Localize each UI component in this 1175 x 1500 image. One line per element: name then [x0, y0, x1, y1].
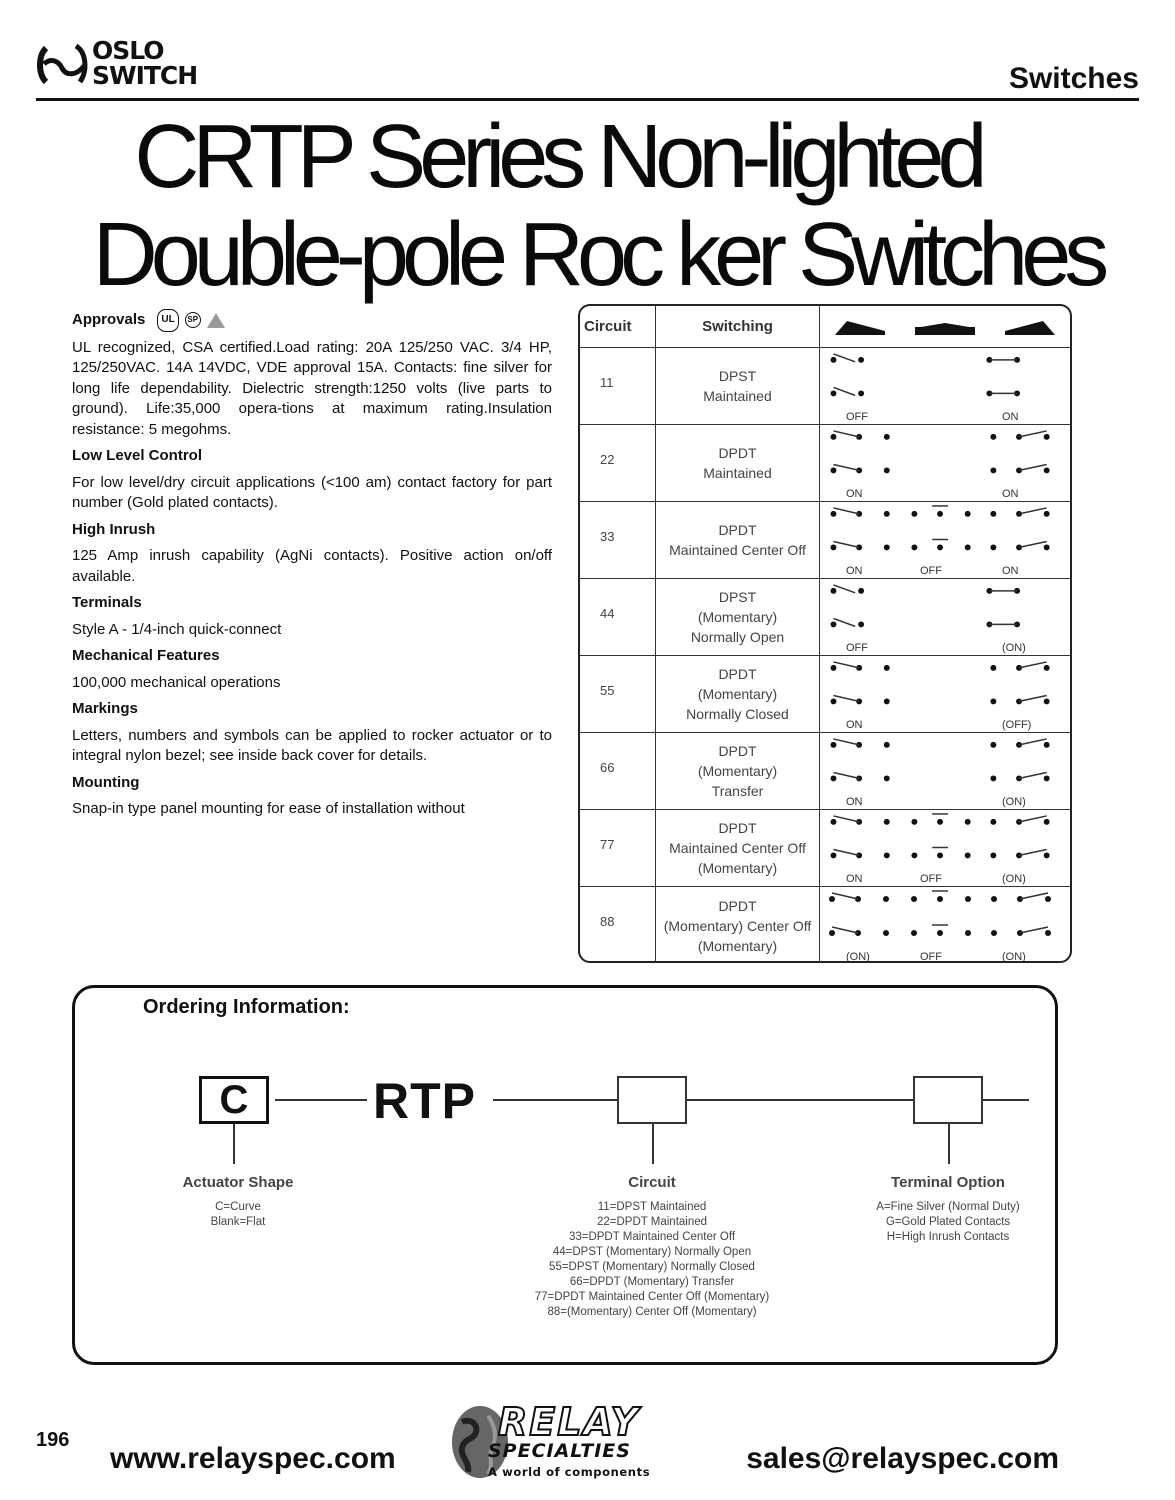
mechanical-text: 100,000 mechanical operations: [72, 673, 281, 691]
switch-state-label: OFF: [920, 873, 942, 885]
contact-terminal: [883, 896, 889, 902]
contact-terminal: [831, 390, 837, 396]
contact-blade: [1019, 849, 1047, 855]
contact-terminal: [990, 742, 996, 748]
actuator-option: C=Curve: [215, 1201, 261, 1213]
contact-terminal: [990, 665, 996, 671]
circuit-options: [502, 1200, 802, 1320]
switch-state-label: ON: [1002, 565, 1019, 577]
contact-terminal: [831, 357, 837, 363]
switch-state-label: (ON): [1002, 873, 1026, 885]
circuit-leader: [652, 1124, 654, 1164]
contact-blade: [833, 464, 859, 470]
switch-state-label: OFF: [846, 642, 868, 654]
switching-description: [656, 579, 820, 656]
circuit-option: 22=DPDT Maintained: [596, 1216, 708, 1228]
switching-description: [656, 810, 820, 887]
switch-state-label: ON: [846, 565, 863, 577]
switching-line: Normally Closed: [686, 706, 789, 722]
circuit-code-box: [617, 1076, 687, 1124]
contact-blade: [833, 816, 859, 822]
terminals-heading: Terminals: [72, 594, 142, 611]
contact-terminal: [965, 896, 971, 902]
switching-description: [656, 656, 820, 733]
circuit-code: 88: [580, 887, 656, 963]
page-number: 196: [36, 1429, 70, 1451]
contact-terminal: [937, 544, 943, 550]
contact-terminal: [831, 665, 837, 671]
vde-icon: [207, 313, 225, 328]
contact-diagram-cell: [820, 656, 1070, 733]
col-header-actuator-positions: [820, 306, 1070, 348]
contact-terminal: [937, 896, 943, 902]
contact-diagram-cell: [820, 887, 1070, 963]
contact-terminal: [1044, 742, 1050, 748]
terminal-options: [853, 1200, 1043, 1245]
actuator-code-box: C: [199, 1076, 269, 1124]
contact-terminal: [990, 467, 996, 473]
terminal-option: H=High Inrush Contacts: [886, 1231, 1010, 1243]
contact-blade: [833, 431, 859, 437]
switching-line: Maintained Center Off: [669, 542, 806, 558]
contact-terminal: [829, 896, 835, 902]
contact-terminal: [831, 775, 837, 781]
contact-terminal: [937, 930, 943, 936]
contact-terminal: [884, 698, 890, 704]
circuit-option: 88=(Momentary) Center Off (Momentary): [547, 1306, 757, 1318]
email-link[interactable]: sales@relayspec.com: [746, 1442, 1059, 1475]
contact-terminal: [858, 621, 864, 627]
actuator-options: [163, 1200, 313, 1230]
contact-terminal: [831, 588, 837, 594]
switching-line: DPST: [718, 368, 757, 384]
circuit-option: 44=DPST (Momentary) Normally Open: [552, 1246, 752, 1258]
ul-icon: UL: [157, 309, 178, 332]
low-level-text: For low level/dry circuit applications (<100 am) contact factory for part number (Gold plated contacts).: [72, 473, 552, 511]
contact-blade: [1019, 431, 1047, 437]
contact-terminal: [1044, 665, 1050, 671]
circuit-heading: Circuit: [628, 1174, 676, 1191]
contact-blade: [833, 849, 859, 855]
circuit-code: 22: [580, 425, 656, 502]
spec-list: [72, 307, 552, 820]
switching-line: DPDT: [718, 820, 757, 836]
contact-terminal: [831, 434, 837, 440]
contact-blade: [833, 618, 855, 626]
cert-icons: [157, 309, 224, 332]
connector-line: [983, 1099, 1029, 1101]
contact-diagram-cell: [820, 348, 1070, 425]
switch-state-label: ON: [846, 796, 863, 808]
circuit-table: [578, 304, 1072, 963]
contact-diagram-cell: [820, 810, 1070, 887]
contact-terminal: [884, 742, 890, 748]
switch-state-label: OFF: [920, 951, 942, 963]
switching-line: (Momentary): [697, 686, 778, 702]
logo-tagline: A world of components: [488, 1465, 651, 1479]
contact-terminal: [858, 357, 864, 363]
contact-terminal: [1045, 896, 1051, 902]
contact-terminal: [884, 511, 890, 517]
contact-blade: [1019, 739, 1047, 745]
mounting-text: Snap-in type panel mounting for ease of installation without: [72, 800, 465, 817]
title-line1: CRTP Series Non-lighted: [134, 107, 981, 207]
contact-terminal: [965, 819, 971, 825]
contact-blade: [1019, 541, 1047, 547]
logo-line2: SWITCH: [92, 61, 198, 90]
contact-terminal: [911, 852, 917, 858]
switch-state-label: ON: [1002, 411, 1019, 423]
approvals-heading: Approvals: [72, 311, 146, 328]
switching-line: DPDT: [718, 743, 757, 759]
circuit-option: 11=DPST Maintained: [597, 1201, 707, 1213]
connector-line: [275, 1099, 367, 1101]
actuator-option: Blank=Flat: [210, 1216, 266, 1228]
contact-diagram-cell: [820, 579, 1070, 656]
contact-terminal: [1044, 511, 1050, 517]
switching-description: [656, 733, 820, 810]
contact-blade: [833, 354, 855, 362]
contact-terminal: [990, 698, 996, 704]
contact-terminal: [831, 819, 837, 825]
mounting-heading: Mounting: [72, 773, 140, 791]
contact-terminal: [884, 434, 890, 440]
oslo-logo-icon: [36, 40, 90, 90]
switch-state-label: OFF: [920, 565, 942, 577]
switching-line: (Momentary): [697, 860, 778, 876]
contact-terminal: [1044, 819, 1050, 825]
contact-terminal: [829, 930, 835, 936]
contact-blade: [1019, 662, 1047, 668]
ordering-info-box: [72, 985, 1058, 1365]
switching-description: [656, 425, 820, 502]
contact-terminal: [1044, 434, 1050, 440]
contact-terminal: [965, 852, 971, 858]
ordering-title: Ordering Information:: [143, 996, 350, 1018]
contact-terminal: [884, 819, 890, 825]
contact-terminal: [911, 930, 917, 936]
relay-specialties-logo: [448, 1402, 698, 1484]
contact-terminal: [831, 621, 837, 627]
contact-blade: [1019, 695, 1047, 701]
switching-line: DPDT: [718, 666, 757, 682]
markings-text: Letters, numbers and symbols can be applied to rocker actuator or to integral nylon bezel; see inside back cover for details.: [72, 726, 552, 764]
contact-terminal: [884, 665, 890, 671]
switching-line: DPST: [718, 589, 757, 605]
logo-sub: SPECIALTIES: [488, 1440, 631, 1462]
contact-terminal: [1045, 930, 1051, 936]
contact-diagram-cell: [820, 425, 1070, 502]
contact-blade: [833, 772, 859, 778]
contact-terminal: [965, 930, 971, 936]
approvals-heading-row: [72, 309, 552, 332]
header-rule: [36, 98, 1139, 101]
circuit-code: 11: [580, 348, 656, 425]
logo-word: RELAY: [498, 1400, 640, 1444]
contact-terminal: [911, 511, 917, 517]
circuit-option: 55=DPST (Momentary) Normally Closed: [549, 1261, 755, 1273]
terminal-leader: [948, 1124, 950, 1164]
switch-state-label: (ON): [1002, 796, 1026, 808]
contact-terminal: [1044, 467, 1050, 473]
contact-terminal: [990, 511, 996, 517]
contact-terminal: [831, 467, 837, 473]
contact-blade: [1019, 464, 1047, 470]
switch-state-label: ON: [846, 719, 863, 731]
high-inrush-heading: High Inrush: [72, 520, 156, 538]
contact-blade: [833, 739, 859, 745]
contact-blade: [833, 508, 859, 514]
contact-terminal: [831, 698, 837, 704]
contact-blade: [832, 893, 858, 899]
switch-state-label: ON: [1002, 488, 1019, 500]
switching-line: DPDT: [718, 445, 757, 461]
contact-terminal: [831, 852, 837, 858]
approvals-text: UL recognized, CSA certified.Load rating: 20A 125/250 VAC. 3/4 HP, 125/250VAC. 14A 14VDC, VDE approval 15A. Contacts: fine silver for long life dependability. Dielectric strength:1250 volts (live parts to ground). Life:35,000 opera-tions at maximum rating.Insulation resistance: 5 megohms.: [72, 338, 552, 438]
switching-line: (Momentary): [697, 609, 778, 625]
title-line2: Double-pole Roc ker Switches: [92, 205, 1103, 305]
contact-terminal: [990, 544, 996, 550]
contact-terminal: [884, 775, 890, 781]
switching-description: [656, 502, 820, 579]
contact-blade: [1019, 816, 1047, 822]
contact-terminal: [858, 588, 864, 594]
switch-state-label: (ON): [1002, 951, 1026, 963]
contact-terminal: [1044, 852, 1050, 858]
circuit-code: 33: [580, 502, 656, 579]
contact-terminal: [991, 930, 997, 936]
contact-terminal: [884, 467, 890, 473]
website-link[interactable]: www.relayspec.com: [110, 1442, 396, 1475]
contact-terminal: [911, 544, 917, 550]
terminal-code-box: [913, 1076, 983, 1124]
contact-terminal: [990, 852, 996, 858]
rocker-center-icon: [913, 317, 977, 337]
rocker-left-icon: [833, 317, 887, 337]
connector-line: [493, 1099, 617, 1101]
contact-terminal: [1044, 698, 1050, 704]
switching-description: [656, 887, 820, 963]
circuit-option: 77=DPDT Maintained Center Off (Momentary): [534, 1291, 770, 1303]
contact-terminal: [884, 544, 890, 550]
contact-terminal: [937, 511, 943, 517]
contact-terminal: [965, 511, 971, 517]
contact-blade: [833, 585, 855, 593]
contact-blade: [1020, 893, 1048, 899]
col-header-circuit: Circuit: [580, 306, 656, 348]
contact-terminal: [991, 896, 997, 902]
contact-diagram-cell: [820, 733, 1070, 810]
mechanical-heading: Mechanical Features: [72, 647, 220, 664]
contact-blade: [833, 695, 859, 701]
contact-terminal: [831, 511, 837, 517]
switching-line: Normally Open: [690, 629, 785, 645]
markings-heading: Markings: [72, 700, 138, 717]
page-title: [0, 108, 1175, 304]
section-label: Switches: [1008, 62, 1139, 95]
switch-state-label: (ON): [1002, 642, 1026, 654]
contact-terminal: [990, 434, 996, 440]
low-level-heading: Low Level Control: [72, 447, 203, 464]
switch-state-label: ON: [846, 488, 863, 500]
contact-terminal: [937, 819, 943, 825]
contact-blade: [832, 927, 858, 933]
contact-terminal: [884, 852, 890, 858]
contact-blade: [1019, 508, 1047, 514]
switch-state-label: (OFF): [1002, 719, 1032, 731]
circuit-code: 77: [580, 810, 656, 887]
switching-description: [656, 348, 820, 425]
circuit-option: 33=DPDT Maintained Center Off: [568, 1231, 736, 1243]
contact-diagram-cell: [820, 502, 1070, 579]
terminal-heading: Terminal Option: [891, 1174, 1005, 1191]
switch-state-label: ON: [846, 873, 863, 885]
high-inrush-text: 125 Amp inrush capability (AgNi contacts). Positive action on/off available.: [72, 547, 552, 585]
contact-terminal: [911, 819, 917, 825]
circuit-code: 44: [580, 579, 656, 656]
rocker-right-icon: [1003, 317, 1057, 337]
switching-line: Maintained: [703, 465, 772, 481]
switching-line: Maintained: [703, 388, 772, 404]
contact-blade: [1019, 772, 1047, 778]
contact-terminal: [831, 544, 837, 550]
contact-terminal: [1044, 775, 1050, 781]
switching-line: (Momentary) Center Off: [663, 917, 812, 934]
oslo-switch-logo: [36, 36, 236, 98]
logo-line1: OSLO: [92, 36, 164, 65]
connector-line: [687, 1099, 913, 1101]
switch-state-label: (ON): [846, 951, 870, 963]
contact-terminal: [937, 852, 943, 858]
contact-terminal: [965, 544, 971, 550]
switching-line: (Momentary): [697, 937, 778, 954]
switching-line: Transfer: [711, 783, 764, 799]
terminal-option: A=Fine Silver (Normal Duty): [876, 1201, 1020, 1213]
contact-blade: [1020, 927, 1048, 933]
actuator-heading: Actuator Shape: [182, 1174, 294, 1191]
contact-terminal: [990, 819, 996, 825]
circuit-code: 55: [580, 656, 656, 733]
contact-blade: [833, 387, 855, 395]
col-header-switching: Switching: [656, 306, 820, 348]
csa-icon: SP: [185, 312, 201, 328]
contact-terminal: [858, 390, 864, 396]
switch-state-label: OFF: [846, 411, 868, 423]
contact-terminal: [883, 930, 889, 936]
contact-terminal: [911, 896, 917, 902]
terminal-option: G=Gold Plated Contacts: [885, 1216, 1011, 1228]
contact-terminal: [831, 742, 837, 748]
switching-line: (Momentary): [697, 763, 778, 779]
terminals-text: Style A - 1/4-inch quick-connect: [72, 620, 282, 638]
switching-line: DPDT: [718, 897, 757, 914]
circuit-option: 66=DPDT (Momentary) Transfer: [569, 1276, 735, 1288]
switching-line: Maintained Center Off: [669, 840, 806, 856]
series-code: RTP: [373, 1073, 476, 1129]
contact-terminal: [1044, 544, 1050, 550]
contact-blade: [833, 541, 859, 547]
contact-blade: [833, 662, 859, 668]
contact-terminal: [990, 775, 996, 781]
circuit-code: 66: [580, 733, 656, 810]
switching-line: DPDT: [718, 522, 757, 538]
actuator-leader: [233, 1124, 235, 1164]
